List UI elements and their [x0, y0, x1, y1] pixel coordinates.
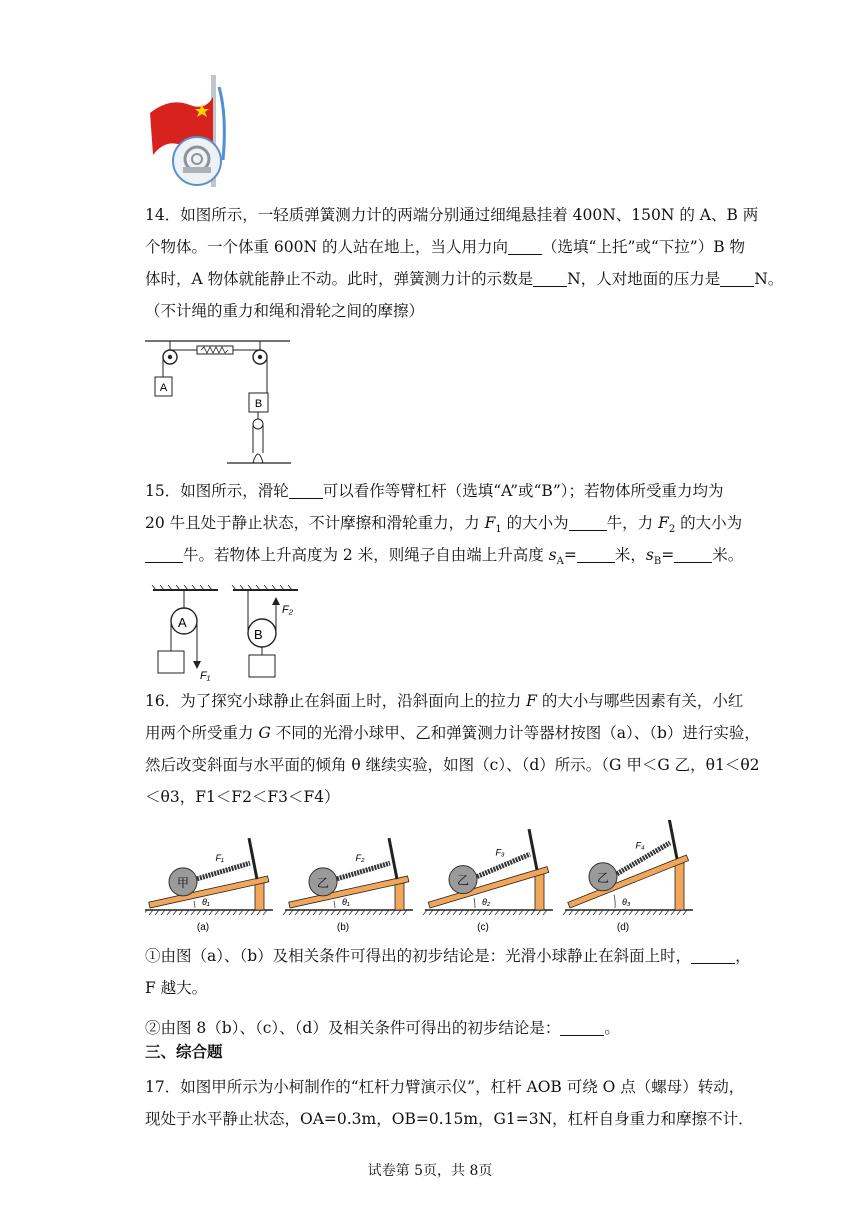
q15-line-3: 牛。若物体上升高度为 2 米，则绳子自由端上升高度 $s_A=$ 米，$s_B=$ 米。: [145, 539, 725, 571]
answer-blank[interactable]: [691, 945, 735, 964]
q16-part-2: ②由图 8（b）、（c）、（d）及相关条件可得出的初步结论是： 。: [145, 1019, 620, 1037]
incline-experiment-figure: [145, 820, 725, 935]
q16-line-3: 然后改变斜面与水平面的倾角 θ 继续实验，如图（c）、（d）所示。（G 甲＜G 乙，θ1＜θ2: [145, 756, 760, 774]
force-f2-label: F₂: [282, 604, 293, 616]
incline-panel: [423, 829, 553, 933]
spring-scale-icon: [337, 863, 390, 879]
angle-label: θ₁: [342, 897, 350, 907]
answer-blank[interactable]: [289, 480, 323, 499]
ball-label: 甲: [176, 875, 190, 890]
panel-caption: (c): [477, 922, 489, 933]
q16-part-1-cont: F 越大。: [145, 979, 208, 997]
q14-line-2: 个物体。一个体重 600N 的人站在地上，当人用力向 （选填“上托”或“下拉”）B 物: [145, 238, 746, 256]
arrow-down-icon: [193, 661, 201, 669]
support-post: [675, 863, 684, 910]
force-label: F₄: [635, 840, 645, 851]
q17-line-2: 现处于水平静止状态，OA=0.3m，OB=0.15m，G1=3N，杠杆自身重力和摩擦不计．: [145, 1110, 754, 1128]
weight-icon: [249, 655, 275, 677]
q16-part-1: ①由图（a）、（b）及相关条件可得出的初步结论是：光滑小球静止在斜面上时， ，: [145, 947, 751, 965]
weight-icon: [158, 651, 184, 673]
question-14: [145, 199, 784, 327]
pulley-a-label: A: [178, 615, 187, 630]
answer-blank[interactable]: [533, 268, 567, 287]
support-post: [255, 883, 264, 910]
force-label: F₂: [355, 852, 365, 863]
ball-label: 乙: [316, 875, 330, 890]
force-f1-label: F₁: [200, 670, 211, 682]
q15-line-1: 15．如图所示，滑轮 可以看作等臂杠杆（选填“A”或“B”）；若物体所受重力均为: [145, 482, 724, 500]
flag-pole-figure: [145, 75, 235, 190]
q16-line-2: 用两个所受重力 G 不同的光滑小球甲、乙和弹簧测力计等器材按图（a）、（b）进行实验，: [145, 724, 760, 742]
force-label: F₁: [215, 852, 224, 863]
ball-label: 乙: [596, 870, 610, 885]
incline-panel: [563, 820, 693, 933]
q16-line-1: 16．为了探究小球静止在斜面上时，沿斜面向上的拉力 F 的大小与哪些因素有关，小红: [145, 692, 744, 710]
q17-line-1: 17．如图甲所示为小柯制作的“杠杆力臂演示仪”，杠杆 AOB 可绕 O 点（螺母）转动，: [145, 1078, 745, 1096]
incline-panel: [283, 838, 413, 933]
question-17: [145, 1071, 754, 1135]
q15-line-2: 20 牛且处于静止状态，不计摩擦和滑轮重力，力 $F_1$ 的大小为 牛，力 $F_2$ 的大小为: [145, 514, 743, 536]
incline-panel: [145, 838, 273, 933]
support-post: [535, 874, 544, 910]
section-heading: 三、综合题: [145, 1043, 223, 1061]
question-16: [145, 685, 760, 813]
block-a-label: A: [159, 382, 168, 394]
spring-pulley-figure: [145, 335, 295, 467]
angle-label: θ₁: [202, 897, 210, 907]
q14-line-4: （不计绳的重力和绳和滑轮之间的摩擦）: [145, 302, 425, 320]
answer-blank[interactable]: [508, 236, 542, 255]
support-post: [395, 883, 404, 910]
answer-blank[interactable]: [577, 544, 615, 563]
pulley-b-label: B: [254, 627, 263, 642]
spring-scale-icon: [197, 863, 250, 879]
angle-label: θ₃: [622, 897, 631, 907]
hand-icon: [253, 454, 263, 463]
spring-scale-icon: [477, 854, 530, 877]
answer-blank[interactable]: [720, 268, 754, 287]
arrow-up-icon: [272, 597, 280, 605]
q16-line-4: ＜θ3，F1＜F2＜F3＜F4）: [145, 788, 340, 806]
panel-caption: (a): [196, 922, 210, 933]
pulley-zoom-icon: [173, 137, 221, 185]
answer-blank[interactable]: [674, 544, 712, 563]
angle-label: θ₂: [482, 897, 491, 907]
question-15: [145, 475, 744, 571]
ball-label: 乙: [456, 873, 470, 888]
panel-caption: (d): [616, 922, 630, 933]
q14-line-3: 体时，A 物体就能静止不动。此时，弹簧测力计的示数是 N，人对地面的压力是 N。: [145, 270, 784, 288]
pulleys-ab-figure: [148, 585, 308, 685]
page-footer: 试卷第 5页，共 8页: [367, 1163, 493, 1179]
answer-blank[interactable]: [569, 512, 607, 531]
answer-blank[interactable]: [145, 544, 183, 563]
block-b-label: B: [254, 398, 263, 410]
panel-caption: (b): [336, 922, 350, 933]
question-16-parts: [145, 940, 751, 1044]
answer-blank[interactable]: [560, 1017, 604, 1036]
q14-line-1: 14．如图所示，一轻质弹簧测力计的两端分别通过细绳悬挂着 400N、150N 的 A、B 两: [145, 206, 759, 224]
force-label: F₃: [495, 847, 505, 858]
